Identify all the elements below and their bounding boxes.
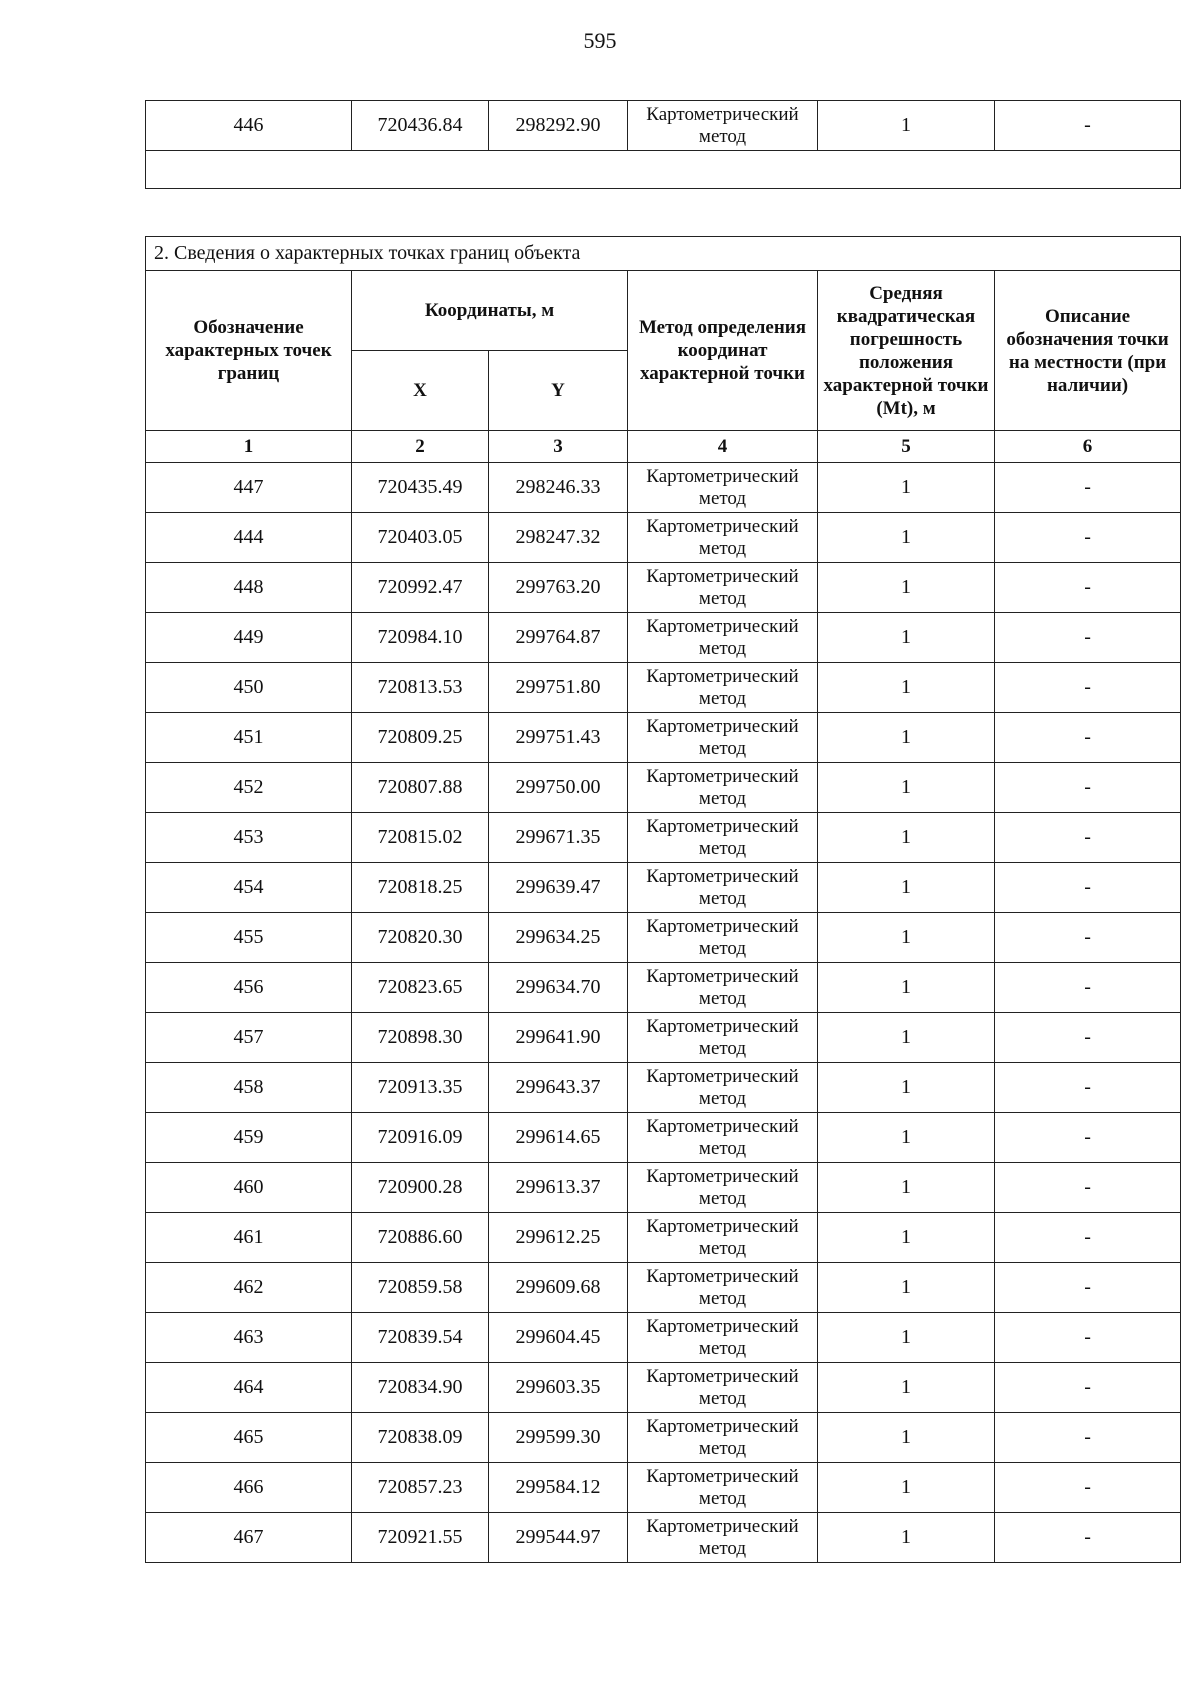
- mt-cell: 1: [818, 1413, 995, 1463]
- mt-cell: 1: [818, 863, 995, 913]
- continuation-table: [145, 100, 1181, 189]
- header-mt: Средняя квадратическая погрешность положения характерной точки (Mt), м: [818, 271, 995, 431]
- col-number: 5: [818, 431, 995, 463]
- desc-cell: -: [995, 1113, 1181, 1163]
- desc-cell: -: [995, 913, 1181, 963]
- x-cell: 720913.35: [352, 1063, 489, 1113]
- x-cell: 720857.23: [352, 1463, 489, 1513]
- mt-cell: 1: [818, 663, 995, 713]
- x-cell: 720809.25: [352, 713, 489, 763]
- y-cell: 299671.35: [489, 813, 628, 863]
- desc-cell: -: [995, 1013, 1181, 1063]
- point-cell: 451: [146, 713, 352, 763]
- desc-cell: -: [995, 663, 1181, 713]
- desc-cell: -: [995, 1163, 1181, 1213]
- point-cell: 467: [146, 1513, 352, 1563]
- table-row: [146, 1413, 1181, 1463]
- mt-cell: 1: [818, 913, 995, 963]
- desc-cell: -: [995, 763, 1181, 813]
- table-body: [146, 463, 1181, 1563]
- method-cell: Картометрический метод: [628, 1513, 818, 1563]
- table-row: [146, 1313, 1181, 1363]
- method-cell: Картометрический метод: [628, 1013, 818, 1063]
- x-cell: 720436.84: [352, 101, 489, 151]
- y-cell: 299613.37: [489, 1163, 628, 1213]
- point-cell: 449: [146, 613, 352, 663]
- table-row: [146, 513, 1181, 563]
- col-number: 1: [146, 431, 352, 463]
- y-cell: 299599.30: [489, 1413, 628, 1463]
- table-row: [146, 963, 1181, 1013]
- mt-cell: 1: [818, 713, 995, 763]
- point-cell: 459: [146, 1113, 352, 1163]
- point-cell: 458: [146, 1063, 352, 1113]
- x-cell: 720839.54: [352, 1313, 489, 1363]
- method-cell: Картометрический метод: [628, 663, 818, 713]
- table-row: [146, 1263, 1181, 1313]
- mt-cell: 1: [818, 101, 995, 151]
- desc-cell: -: [995, 513, 1181, 563]
- y-cell: 299751.43: [489, 713, 628, 763]
- y-cell: 299584.12: [489, 1463, 628, 1513]
- mt-cell: 1: [818, 813, 995, 863]
- y-cell: 299614.65: [489, 1113, 628, 1163]
- header-method: Метод определения координат характерной точки: [628, 271, 818, 431]
- x-cell: 720859.58: [352, 1263, 489, 1313]
- y-cell: 299603.35: [489, 1363, 628, 1413]
- y-cell: 299609.68: [489, 1263, 628, 1313]
- desc-cell: -: [995, 813, 1181, 863]
- table-row: [146, 613, 1181, 663]
- point-cell: 462: [146, 1263, 352, 1313]
- desc-cell: -: [995, 963, 1181, 1013]
- mt-cell: 1: [818, 1363, 995, 1413]
- y-cell: 299763.20: [489, 563, 628, 613]
- x-cell: 720886.60: [352, 1213, 489, 1263]
- y-cell: 299604.45: [489, 1313, 628, 1363]
- table-row: [146, 763, 1181, 813]
- mt-cell: 1: [818, 1013, 995, 1063]
- y-cell: 299750.00: [489, 763, 628, 813]
- x-cell: 720984.10: [352, 613, 489, 663]
- x-cell: 720813.53: [352, 663, 489, 713]
- col-number: 6: [995, 431, 1181, 463]
- method-cell: Картометрический метод: [628, 913, 818, 963]
- method-cell: Картометрический метод: [628, 1363, 818, 1413]
- x-cell: 720834.90: [352, 1363, 489, 1413]
- table-row: [146, 813, 1181, 863]
- mt-cell: 1: [818, 1213, 995, 1263]
- method-cell: Картометрический метод: [628, 563, 818, 613]
- mt-cell: 1: [818, 1113, 995, 1163]
- method-cell: Картометрический метод: [628, 1213, 818, 1263]
- table-row: [146, 1063, 1181, 1113]
- y-cell: 298246.33: [489, 463, 628, 513]
- mt-cell: 1: [818, 963, 995, 1013]
- y-cell: 299751.80: [489, 663, 628, 713]
- y-cell: 299764.87: [489, 613, 628, 663]
- point-cell: 461: [146, 1213, 352, 1263]
- point-cell: 444: [146, 513, 352, 563]
- mt-cell: 1: [818, 463, 995, 513]
- desc-cell: -: [995, 1313, 1181, 1363]
- desc-cell: -: [995, 1263, 1181, 1313]
- method-cell: Картометрический метод: [628, 613, 818, 663]
- x-cell: 720992.47: [352, 563, 489, 613]
- point-cell: 463: [146, 1313, 352, 1363]
- x-cell: 720916.09: [352, 1113, 489, 1163]
- desc-cell: -: [995, 713, 1181, 763]
- method-cell: Картометрический метод: [628, 963, 818, 1013]
- y-cell: 299634.70: [489, 963, 628, 1013]
- point-cell: 452: [146, 763, 352, 813]
- table-row: [146, 563, 1181, 613]
- table-row: [146, 863, 1181, 913]
- point-cell: 457: [146, 1013, 352, 1063]
- method-cell: Картометрический метод: [628, 101, 818, 151]
- mt-cell: 1: [818, 1163, 995, 1213]
- point-cell: 456: [146, 963, 352, 1013]
- table-row: [146, 713, 1181, 763]
- desc-cell: -: [995, 863, 1181, 913]
- table-row: [146, 1513, 1181, 1563]
- point-cell: 453: [146, 813, 352, 863]
- desc-cell: -: [995, 1413, 1181, 1463]
- point-cell: 464: [146, 1363, 352, 1413]
- x-cell: 720921.55: [352, 1513, 489, 1563]
- point-cell: 447: [146, 463, 352, 513]
- method-cell: Картометрический метод: [628, 1313, 818, 1363]
- method-cell: Картометрический метод: [628, 713, 818, 763]
- mt-cell: 1: [818, 613, 995, 663]
- desc-cell: -: [995, 1513, 1181, 1563]
- x-cell: 720898.30: [352, 1013, 489, 1063]
- col-number: 2: [352, 431, 489, 463]
- mt-cell: 1: [818, 1063, 995, 1113]
- mt-cell: 1: [818, 513, 995, 563]
- desc-cell: -: [995, 613, 1181, 663]
- section-title: 2. Сведения о характерных точках границ объекта: [146, 237, 1181, 271]
- table-row: [146, 1213, 1181, 1263]
- point-cell: 455: [146, 913, 352, 963]
- x-cell: 720807.88: [352, 763, 489, 813]
- y-cell: 299643.37: [489, 1063, 628, 1113]
- x-cell: 720823.65: [352, 963, 489, 1013]
- table-row: [146, 1463, 1181, 1513]
- mt-cell: 1: [818, 563, 995, 613]
- header-designation: Обозначение характерных точек границ: [146, 271, 352, 431]
- y-cell: 299634.25: [489, 913, 628, 963]
- header-desc: Описание обозначения точки на местности (при наличии): [995, 271, 1181, 431]
- x-cell: 720818.25: [352, 863, 489, 913]
- method-cell: Картометрический метод: [628, 1113, 818, 1163]
- x-cell: 720900.28: [352, 1163, 489, 1213]
- desc-cell: -: [995, 101, 1181, 151]
- mt-cell: 1: [818, 1263, 995, 1313]
- desc-cell: -: [995, 1063, 1181, 1113]
- header-x: X: [352, 351, 489, 431]
- method-cell: Картометрический метод: [628, 1263, 818, 1313]
- table-row: [146, 1163, 1181, 1213]
- table-row: [146, 463, 1181, 513]
- y-cell: 298292.90: [489, 101, 628, 151]
- method-cell: Картометрический метод: [628, 1413, 818, 1463]
- method-cell: Картометрический метод: [628, 513, 818, 563]
- mt-cell: 1: [818, 1463, 995, 1513]
- y-cell: 298247.32: [489, 513, 628, 563]
- method-cell: Картометрический метод: [628, 813, 818, 863]
- empty-row: [146, 151, 1181, 189]
- y-cell: 299544.97: [489, 1513, 628, 1563]
- point-cell: 460: [146, 1163, 352, 1213]
- table-row: [146, 1363, 1181, 1413]
- boundary-points-table: [145, 236, 1181, 1563]
- table-row: [146, 1013, 1181, 1063]
- x-cell: 720403.05: [352, 513, 489, 563]
- desc-cell: -: [995, 1213, 1181, 1263]
- desc-cell: -: [995, 463, 1181, 513]
- point-cell: 446: [146, 101, 352, 151]
- desc-cell: -: [995, 1363, 1181, 1413]
- header-y: Y: [489, 351, 628, 431]
- point-cell: 454: [146, 863, 352, 913]
- x-cell: 720820.30: [352, 913, 489, 963]
- point-cell: 466: [146, 1463, 352, 1513]
- col-number: 4: [628, 431, 818, 463]
- table-row: [146, 663, 1181, 713]
- method-cell: Картометрический метод: [628, 863, 818, 913]
- method-cell: Картометрический метод: [628, 463, 818, 513]
- y-cell: 299612.25: [489, 1213, 628, 1263]
- y-cell: 299641.90: [489, 1013, 628, 1063]
- page-number: 595: [583, 28, 617, 53]
- desc-cell: -: [995, 563, 1181, 613]
- x-cell: 720838.09: [352, 1413, 489, 1463]
- point-cell: 448: [146, 563, 352, 613]
- y-cell: 299639.47: [489, 863, 628, 913]
- point-cell: 450: [146, 663, 352, 713]
- method-cell: Картометрический метод: [628, 1163, 818, 1213]
- mt-cell: 1: [818, 1513, 995, 1563]
- col-number: 3: [489, 431, 628, 463]
- x-cell: 720815.02: [352, 813, 489, 863]
- table-row: [146, 1113, 1181, 1163]
- mt-cell: 1: [818, 1313, 995, 1363]
- column-numbers-row: [146, 431, 1181, 463]
- method-cell: Картометрический метод: [628, 1063, 818, 1113]
- table-row: [146, 101, 1181, 151]
- desc-cell: -: [995, 1463, 1181, 1513]
- method-cell: Картометрический метод: [628, 1463, 818, 1513]
- header-coords: Координаты, м: [352, 271, 628, 351]
- method-cell: Картометрический метод: [628, 763, 818, 813]
- x-cell: 720435.49: [352, 463, 489, 513]
- point-cell: 465: [146, 1413, 352, 1463]
- table-row: [146, 913, 1181, 963]
- mt-cell: 1: [818, 763, 995, 813]
